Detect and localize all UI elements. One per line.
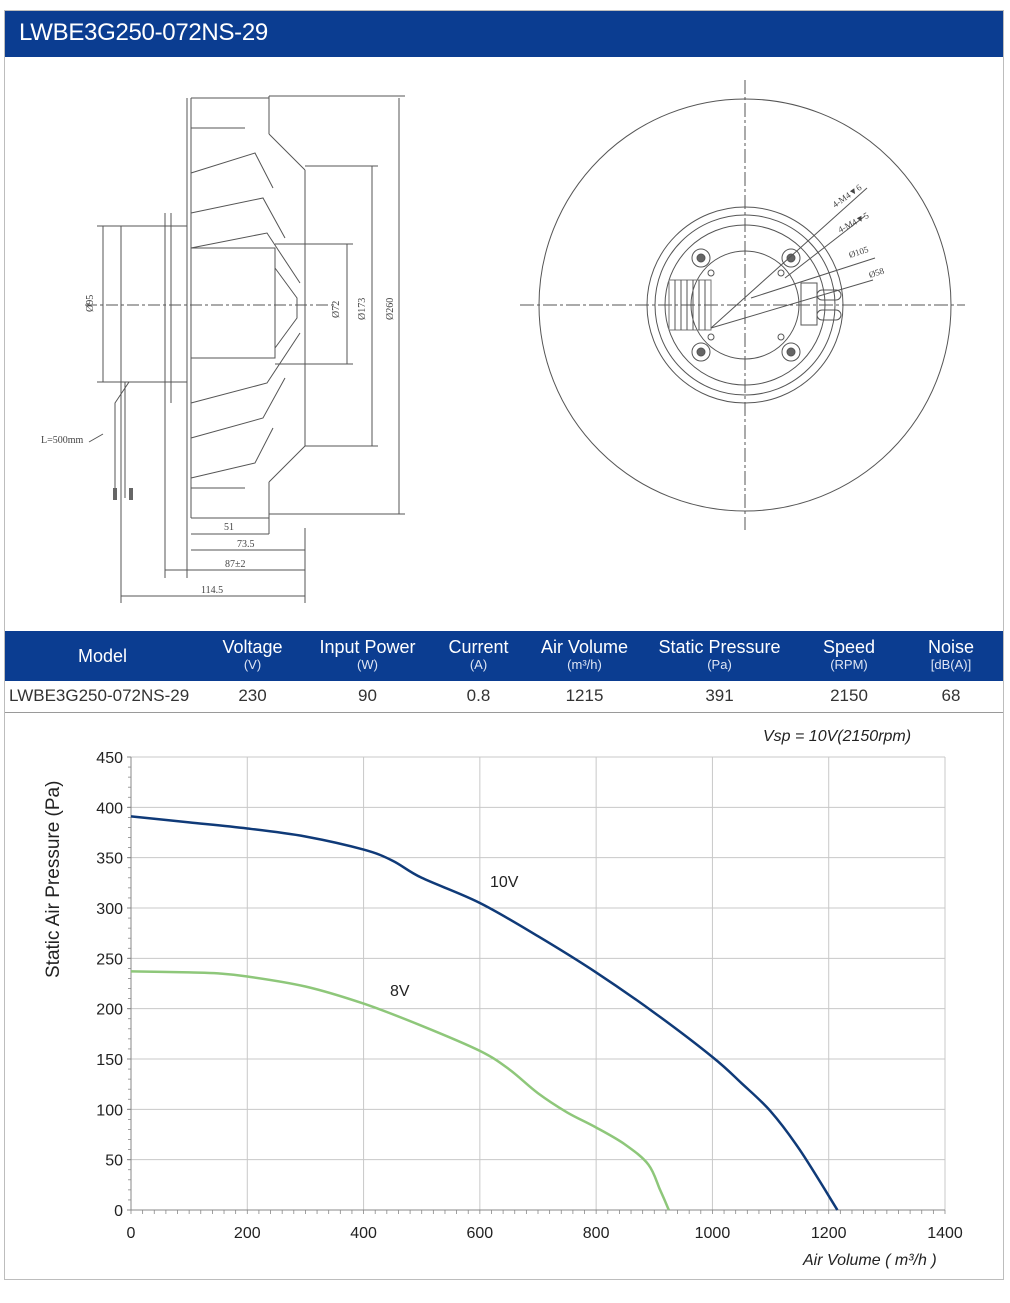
col-voltage: Voltage (V)	[222, 637, 283, 672]
spec-table-row	[5, 682, 1003, 713]
dim-d72: Ø72	[331, 300, 342, 318]
dim-114-5: 114.5	[201, 585, 224, 596]
front-view-labels	[830, 182, 885, 280]
cell-voltage: 230	[238, 686, 267, 705]
callout-m4-5: 4-M4▼5	[836, 210, 871, 235]
x-tick-labels	[127, 1225, 963, 1242]
y-axis-label: Static Air Pressure (Pa)	[43, 780, 64, 978]
col-air-volume: Air Volume (m³/h)	[540, 637, 629, 672]
x-tick-label: 1000	[694, 1225, 731, 1242]
y-tick-label: 400	[96, 800, 123, 818]
x-tick-label: 1200	[810, 1225, 847, 1242]
col-noise: Noise [dB(A)]	[927, 637, 975, 672]
y-tick-label: 300	[96, 901, 123, 918]
callout-d58: Ø58	[867, 265, 886, 280]
x-tick-label: 0	[126, 1225, 136, 1242]
cell-model: LWBE3G250-072NS-29	[9, 686, 190, 705]
col-speed: Speed (RPM)	[822, 637, 876, 672]
chart-grid	[127, 757, 945, 1214]
col-input-power: Input Power (W)	[319, 637, 416, 672]
x-tick-label: 600	[466, 1225, 494, 1242]
dim-73-5: 73.5	[237, 539, 255, 550]
cell-noise: 68	[941, 686, 961, 705]
series-label-8v: 8V	[390, 983, 410, 1000]
dim-87: 87±2	[225, 559, 246, 570]
dim-d95: Ø95	[85, 294, 96, 312]
y-tick-label: 200	[96, 1001, 123, 1019]
x-tick-label: 1400	[927, 1225, 963, 1242]
cell-air-volume: 1215	[565, 686, 604, 705]
y-tick-label: 350	[96, 850, 123, 868]
cell-static-pressure: 391	[705, 686, 734, 705]
x-tick-label: 200	[233, 1225, 261, 1242]
dim-51: 51	[224, 522, 234, 533]
chart-svg	[5, 714, 1003, 1279]
page-title: LWBE3G250-072NS-29	[19, 19, 268, 46]
col-current: Current (A)	[448, 637, 509, 672]
spec-table-header	[5, 631, 1003, 681]
dim-cable-length: L=500mm	[41, 435, 84, 446]
y-tick-label: 250	[96, 951, 123, 969]
dim-d173: Ø173	[357, 297, 368, 320]
side-view-labels	[41, 295, 396, 596]
drawing-svg	[5, 58, 1003, 630]
col-model: Model	[77, 646, 128, 666]
col-static-pressure: Static Pressure (Pa)	[658, 637, 781, 672]
dim-d260: Ø260	[385, 297, 396, 320]
x-tick-label: 400	[350, 1225, 377, 1242]
y-tick-label: 50	[105, 1152, 123, 1170]
cell-input-power: 90	[358, 686, 377, 705]
y-tick-label: 0	[114, 1203, 123, 1220]
x-axis-label: Air Volume ( m³/h )	[803, 1252, 937, 1269]
x-tick-label: 800	[582, 1225, 610, 1242]
callout-m4-6: 4-M4▼6	[830, 182, 864, 210]
side-view	[85, 96, 405, 603]
performance-chart	[5, 714, 1003, 1279]
front-view	[520, 80, 965, 530]
y-tick-label: 450	[96, 750, 123, 767]
y-tick-label: 100	[96, 1102, 123, 1120]
y-tick-labels	[96, 750, 123, 1220]
callout-d105: Ø105	[847, 244, 870, 260]
technical-drawing	[5, 58, 1003, 630]
y-tick-label: 150	[96, 1052, 123, 1069]
cell-current: 0.8	[466, 686, 491, 705]
series-line-8v	[131, 971, 669, 1210]
series-label-10v: 10V	[490, 874, 519, 891]
chart-annotation: Vsp = 10V(2150rpm)	[763, 728, 912, 745]
cell-speed: 2150	[830, 686, 868, 705]
series-line-10v	[131, 816, 837, 1210]
chart-series	[131, 816, 837, 1210]
title-bar	[5, 11, 1003, 57]
